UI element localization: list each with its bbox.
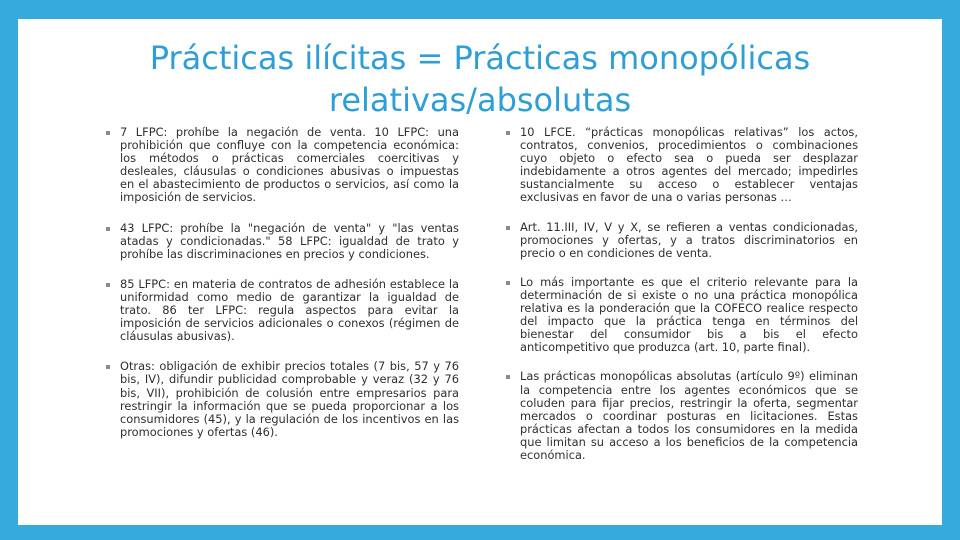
slide [18,19,942,525]
right-bullet-list [506,126,858,478]
bullet-icon [506,131,510,135]
bullet-text: 85 LFPC: en materia de contratos de adhesión establece la uniformidad como medio de garantizar la igualdad de trato. 86 ter LFPC: regula aspectos para evitar la imposición de servicios adicionales o conexos (régimen de cláusulas abusivas). [120,276,459,344]
bullet-icon [106,227,110,231]
bullet-text: Las prácticas monopólicas absolutas (artículo 9º) eliminan la competencia entre los agentes económicos que se coluden para fijar precios, restringir la oferta, segmentar mercados o coordinar posturas en licitaciones. Estas prácticas afectan a todos los consumidores en la medida que limitan su acceso a los beneficios de la competencia económica. [520,369,858,462]
bullet-text: 10 LFCE. “prácticas monopólicas relativas” los actos, contratos, convenios, procedimientos o combinaciones cuyo objeto o efecto sea o pueda ser desplazar indebidamente a otros agentes del mercado; impedirles sustancialmente su acceso o establecer ventajas exclusivas en favor de una o varias personas … [520,125,858,205]
list-item [106,360,459,439]
bullet-icon [506,375,510,379]
bullet-icon [106,283,110,287]
list-item [506,370,858,462]
bullet-text: 7 LFPC: prohíbe la negación de venta. 10 LFPC: una prohibición que confluye con la competencia económica: los métodos o prácticas comerciales coercitivas y desleales, cláusulas o condiciones abusivas o impuestas en el abastecimiento de productos o servicios, así como la imposición de servicios. [120,125,459,205]
list-item [106,222,459,261]
list-item [506,221,858,260]
slide-title: Prácticas ilícitas = Prácticas monopólicas relativas/absolutas [149,39,811,119]
left-bullet-list [106,126,459,456]
list-item [506,276,858,355]
bullet-text: Lo más importante es que el criterio relevante para la determinación de si existe o no una práctica monopólica relativa es la ponderación que la COFECO realice respecto del impacto que la práctica tenga en términos del bienestar del consumidor bis a bis el efecto anticompetitivo que produzca (art. 10, parte final). [520,274,858,355]
bullet-icon [106,131,110,135]
bullet-icon [506,281,510,285]
bullet-icon [106,365,110,369]
bullet-text: Otras: obligación de exhibir precios totales (7 bis, 57 y 76 bis, IV), difundir publicidad comprobable y veraz (32 y 76 bis, VII), prohibición de colusión entre empresarios para restringir la información que se pueda proporcionar a los consumidores (45), y la regulación de los incentivos en las promociones y ofertas (46). [120,359,459,439]
list-item [106,126,459,205]
bullet-text: 43 LFPC: prohíbe la "negación de venta" y "las ventas atadas y condicionadas." 58 LFPC: igualdad de trato y prohíbe las discriminaciones en precios y condiciones. [120,220,459,261]
bullet-text: Art. 11.III, IV, V y X, se refieren a ventas condicionadas, promociones y ofertas, y a tratos discriminatorios en precio o en condiciones de venta. [520,219,858,260]
list-item [106,278,459,343]
list-item [506,126,858,205]
bullet-icon [506,226,510,230]
